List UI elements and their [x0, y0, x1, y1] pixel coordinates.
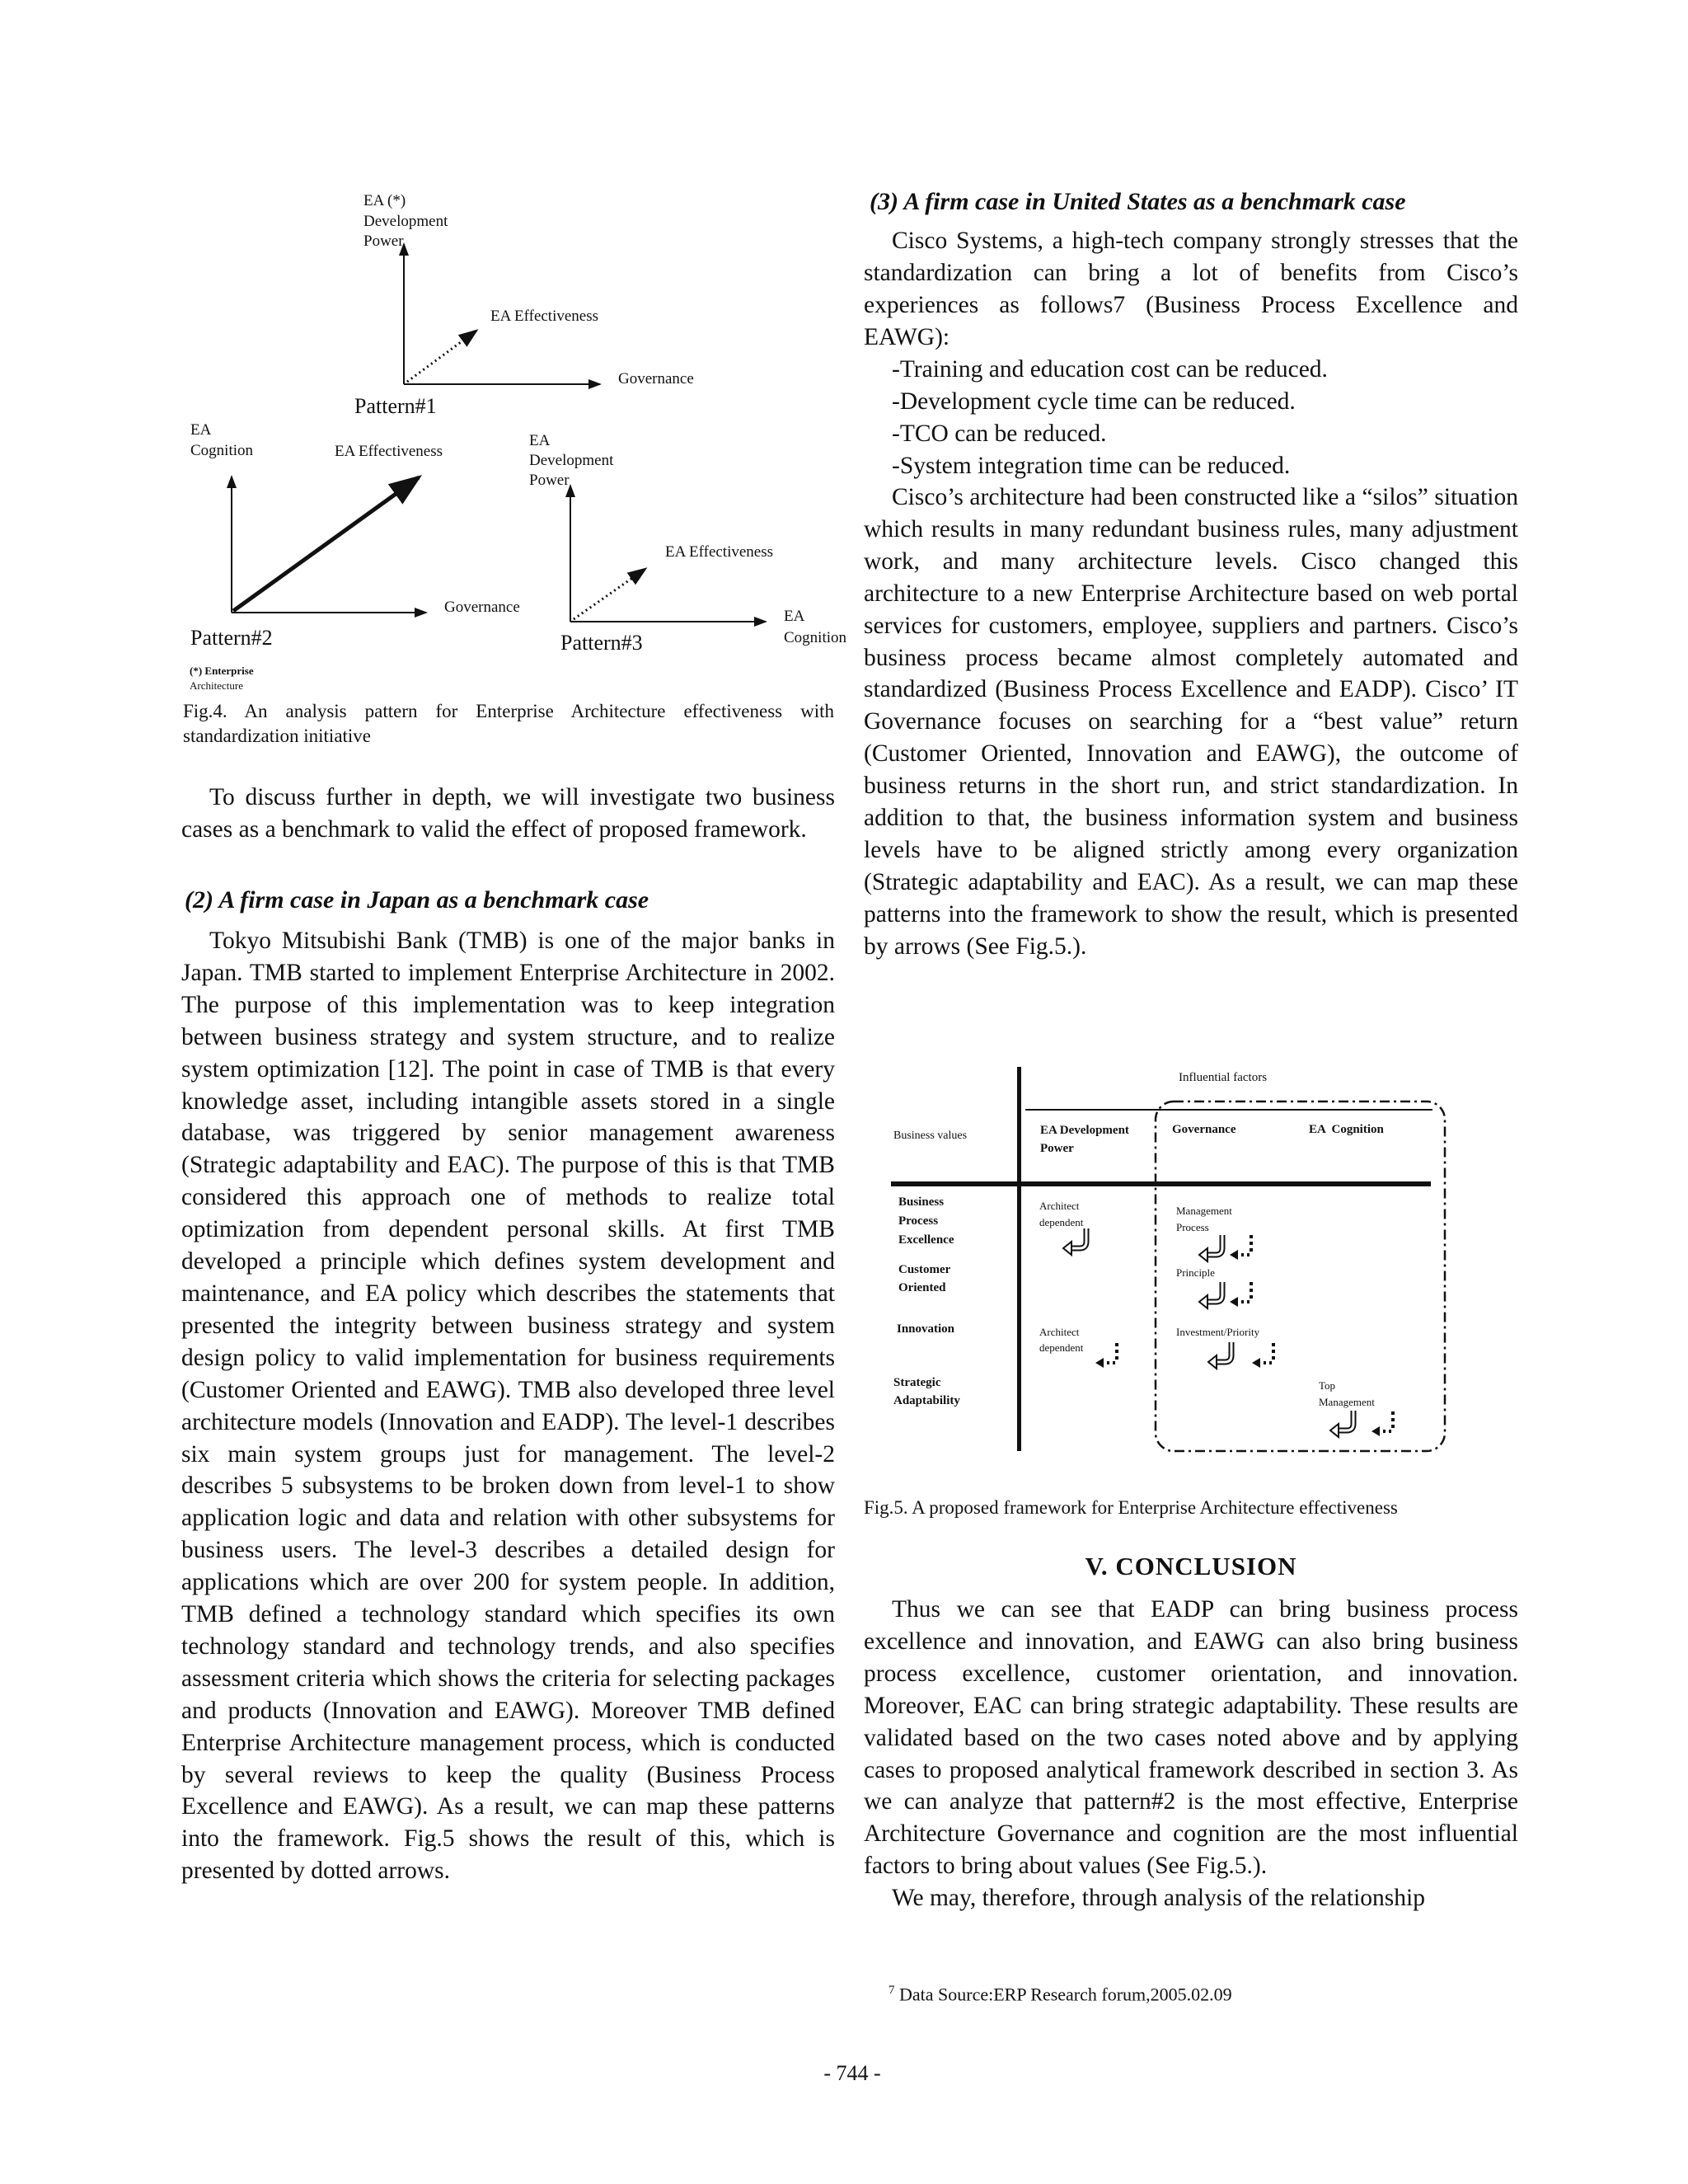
pattern-1	[354, 192, 694, 418]
list-item: -System integration time can be reduced.	[892, 452, 1291, 479]
footnote	[889, 1984, 1232, 2005]
diag-label: EA Effectiveness	[490, 308, 599, 325]
page-number: - 744 -	[823, 2061, 881, 2085]
section-heading-japan: (2) A firm case in Japan as a benchmark case	[185, 886, 649, 914]
row-label: Customer	[898, 1263, 951, 1276]
row-label: Innovation	[897, 1322, 955, 1336]
axis-label: EA	[529, 432, 551, 449]
pattern-name: Pattern#2	[190, 626, 273, 650]
row-label: Oriented	[898, 1281, 946, 1294]
axis-label: Governance	[444, 599, 520, 616]
dotted-arrow-icon	[1095, 1343, 1117, 1368]
effectiveness-arrow	[233, 477, 419, 611]
footnote-label: Architecture	[190, 679, 243, 692]
solid-arrow-icon	[1199, 1282, 1222, 1308]
dotted-arrow-icon	[1230, 1282, 1251, 1307]
column-header: EA Cognition	[1309, 1123, 1384, 1136]
pattern-name: Pattern#1	[354, 394, 437, 418]
pattern-2	[190, 421, 520, 650]
pattern-name: Pattern#3	[560, 631, 643, 655]
cell-label: Process	[1176, 1221, 1209, 1233]
footnote-text: Data Source:ERP Research forum,2005.02.09	[899, 1984, 1232, 2005]
axis-label: Development	[529, 452, 614, 469]
axis-label: Power	[529, 472, 570, 489]
row-label: Process	[898, 1214, 939, 1228]
solid-arrow-icon	[1208, 1342, 1231, 1369]
header-divider	[891, 1181, 1431, 1186]
section-heading-conclusion: V. CONCLUSION	[1085, 1552, 1297, 1580]
pattern-3	[529, 432, 847, 655]
figure-4-caption: Fig.4. An analysis pattern for Enterprise Architecture effectiveness with standardization initiative	[183, 701, 834, 746]
solid-arrow-icon	[1330, 1411, 1353, 1437]
diag-label: EA Effectiveness	[335, 443, 443, 460]
axis-label: EA	[190, 421, 212, 439]
cell-label: Principle	[1176, 1266, 1215, 1279]
column-header: Governance	[1172, 1123, 1236, 1136]
axis-label: EA	[784, 608, 805, 625]
cell-label: Investment/Priority	[1176, 1326, 1260, 1338]
figure-5-caption: Fig.5. A proposed framework for Enterprise Architecture effectiveness	[864, 1497, 1398, 1518]
row-label: Excellence	[898, 1233, 954, 1247]
effectiveness-arrow	[574, 569, 645, 619]
row-header: Business values	[893, 1130, 968, 1142]
row-label: Strategic	[893, 1376, 941, 1389]
cell-label: Management	[1319, 1396, 1375, 1408]
dotted-arrow-icon	[1252, 1343, 1273, 1368]
section-heading-us: (3) A firm case in United States as a benchmark case	[870, 188, 1406, 215]
cell-label: Architect	[1039, 1326, 1080, 1338]
paragraph: To discuss further in depth, we will investigate two business cases as a benchmark to valid the effect of proposed framework.	[181, 784, 835, 843]
column-header: Power	[1040, 1142, 1074, 1155]
effectiveness-arrow	[407, 331, 476, 382]
right-column-cisco	[864, 481, 1518, 963]
paragraph: Tokyo Mitsubishi Bank (TMB) is one of the major banks in Japan. TMB started to implement Enterprise Architecture in 2002. The purpose of this implementation was to keep integration between business strategy and system structure, and to realize system optimization [12]. The point in case of TMB is that every knowledge asset, including intangible assets stored in a single database, was triggered by senior management awareness (Strategic adaptability and EAC). The purpose of this is that TMB considered this approach one of methods to realize total optimization from dependent personal skills. At first TMB developed a principle which defines system development and maintenance, and EA policy which describes the statements that presented the integrity between business strategy and system design policy to valid implementation for business requirements (Customer Oriented and EAWG). TMB also developed three level architecture models (Innovation and EADP). The level-1 describes six main system groups just for management. The level-2 describes 5 subsystems to be broken down from level-1 to show application logic and data and relation with other subsystems for business users. The level-3 describes a detailed design for applications which are over 200 for system people. In addition, TMB defined a technology standard which specifies its own technology standard and technology trends, and also specifies assessment criteria which shows the criteria for selecting packages and products (Innovation and EAWG). Moreover TMB defined Enterprise Architecture management process, which is conducted by several reviews to keep the quality (Business Process Excellence and EAWG). As a result, we can map these patterns into the framework. Fig.5 shows the result of this, which is presented by dotted arrows.	[181, 928, 835, 1885]
figure-5	[874, 1055, 1467, 1468]
list-item: -TCO can be reduced.	[892, 420, 1107, 447]
header-label: Influential factors	[1179, 1071, 1268, 1084]
row-label: Adaptability	[893, 1394, 960, 1407]
paragraph: Cisco’s architecture had been constructed like a “silos” situation which results in many redundant business rules, many adjustment work, and many architecture levels. Cisco changed this architecture to a new Enterprise Architecture based on web portal services for customers, employee, suppliers and partners. Cisco’s business process became almost completely automated and standardized (Business Process Excellence and EADP). Cisco’ IT Governance focuses on searching for a “best value” return (Customer Oriented, Innovation and EAWG), the outcome of business returns in the short run, and strict standardization. In addition to that, the business information system and business levels have to be aligned strictly among every organization (Strategic adaptability and EAC). As a result, we can map these patterns into the framework to show the result, which is presented by arrows (See Fig.5.).	[864, 484, 1518, 960]
paragraph: Cisco Systems, a high-tech company strongly stresses that the standardization can bring a lot of benefits from Cisco’s experiences as follows7 (Business Process Excellence and EAWG):	[864, 228, 1518, 350]
right-column-conclusion	[864, 1594, 1518, 1914]
paragraph: We may, therefore, through analysis of the relationship	[892, 1885, 1425, 1912]
benefits-list	[892, 354, 1328, 482]
axis-label: Governance	[618, 370, 694, 387]
left-column-intro	[181, 782, 835, 846]
solid-arrow-icon	[1199, 1235, 1222, 1261]
cell-label: Top	[1319, 1379, 1336, 1392]
vertical-divider	[1017, 1067, 1021, 1451]
paragraph: Thus we can see that EADP can bring business process excellence and innovation, and EAWG can also bring business process excellence, customer orientation, and innovation. Moreover, EAC can bring strategic adaptability. These results are validated based on the two cases noted above and by applying cases to proposed analytical framework described in section 3. As we can analyze that pattern#2 is the most effective, Enterprise Architecture Governance and cognition are the most influential factors to bring about values (See Fig.5.).	[864, 1596, 1518, 1880]
footnote-mark: 7	[889, 1984, 895, 1997]
axis-label: Cognition	[784, 629, 847, 646]
footnote-label: (*) Enterprise	[190, 665, 254, 677]
dotted-arrow-icon	[1230, 1235, 1251, 1260]
cell-label: Management	[1176, 1205, 1232, 1217]
left-column-body	[181, 925, 835, 1887]
row-label: Business	[898, 1195, 945, 1209]
list-item: -Training and education cost can be reduced.	[892, 356, 1328, 383]
dotted-arrow-icon	[1372, 1411, 1393, 1436]
solid-arrow-icon	[1063, 1228, 1086, 1255]
axis-label: Power	[363, 232, 404, 250]
figure-4	[0, 0, 857, 709]
cell-label: Architect	[1039, 1200, 1080, 1212]
axis-label: Development	[363, 213, 448, 230]
list-item: -Development cycle time can be reduced.	[892, 387, 1296, 415]
diag-label: EA Effectiveness	[665, 543, 774, 561]
axis-label: Cognition	[190, 442, 254, 459]
cell-label: dependent	[1039, 1216, 1084, 1228]
column-header: EA Development	[1040, 1124, 1129, 1137]
right-column-intro	[864, 225, 1518, 354]
axis-label: EA (*)	[363, 192, 406, 209]
cell-label: dependent	[1039, 1341, 1084, 1354]
